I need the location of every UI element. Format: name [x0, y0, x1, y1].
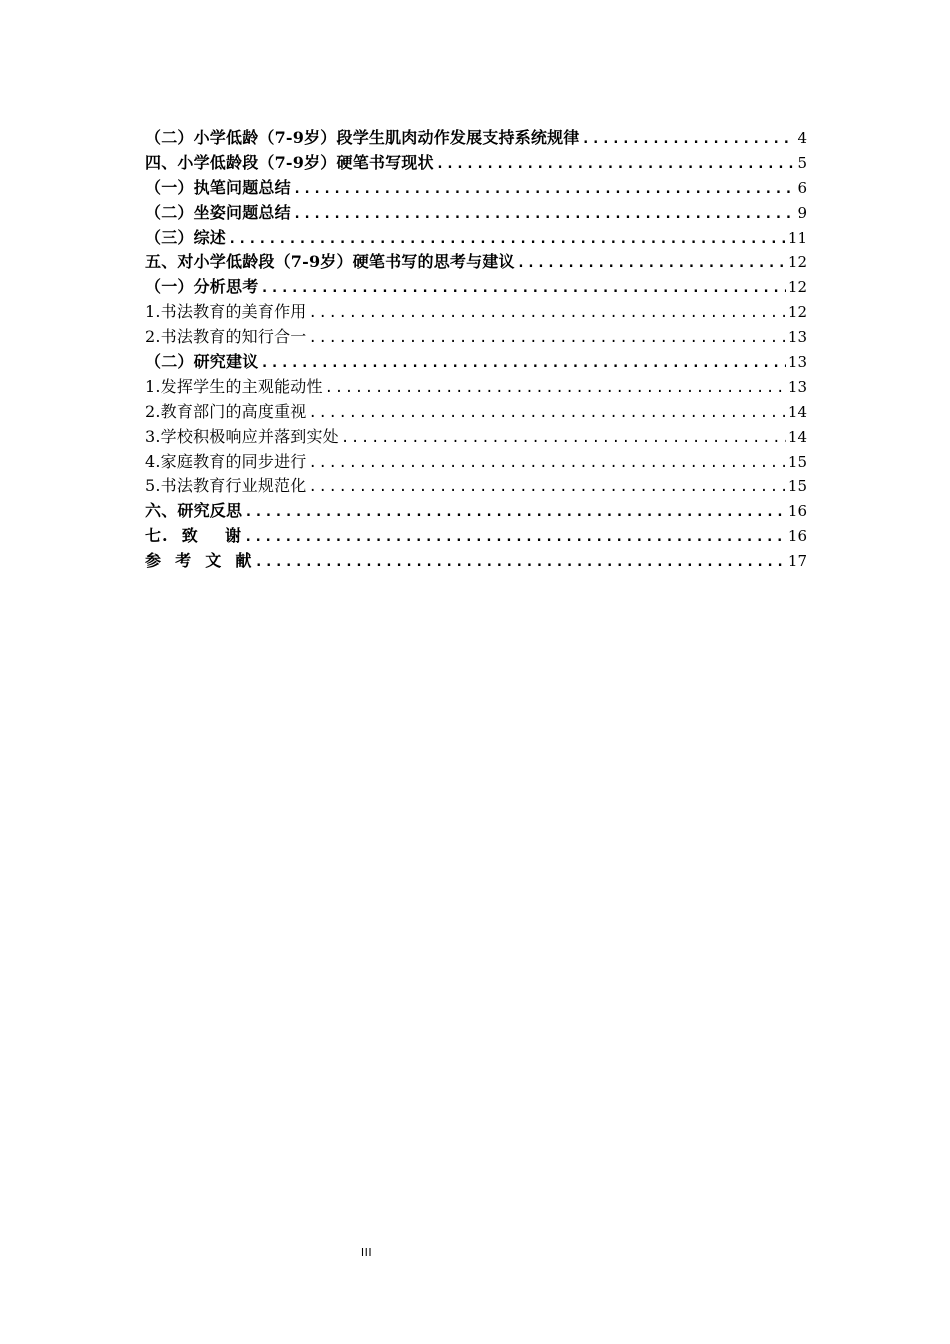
toc-entry-title: 2.教育部门的高度重视: [145, 401, 307, 421]
toc-entry[interactable]: [145, 350, 807, 375]
toc-entry[interactable]: [145, 450, 807, 475]
toc-leader-dots: [293, 177, 796, 201]
toc-entry[interactable]: [145, 499, 807, 524]
toc-leader-dots: [436, 152, 796, 176]
toc-entry[interactable]: [145, 375, 807, 400]
toc-leader-dots: [308, 451, 785, 475]
toc-entry[interactable]: [145, 226, 807, 251]
toc-entry-title: 五、对小学低龄段（7-9岁）硬笔书写的思考与建议: [145, 252, 515, 272]
toc-leader-dots: [228, 227, 786, 251]
toc-leader-dots: [244, 500, 786, 524]
toc-entry-title: 四、小学低龄段（7-9岁）硬笔书写现状: [145, 152, 434, 172]
toc-entry-title: 5.书法教育行业规范化: [145, 476, 307, 496]
toc-entry-page: 16: [787, 502, 807, 521]
toc-entry-page: 11: [787, 228, 807, 247]
toc-entry-title: （二）坐姿问题总结: [145, 202, 291, 222]
toc-entry[interactable]: [145, 275, 807, 300]
toc-entry[interactable]: [145, 126, 807, 151]
toc-entry-title: （三）综述: [145, 227, 227, 247]
toc-leader-dots: [260, 351, 786, 375]
toc-entry-title: （一）执笔问题总结: [145, 177, 291, 197]
toc-entry[interactable]: [145, 201, 807, 226]
toc-entry-page: 6: [797, 178, 807, 197]
toc-entry-title: （一）分析思考: [145, 277, 259, 297]
toc-entry-title: 4.家庭教育的同步进行: [145, 451, 307, 471]
toc-entry-title: 七. 致 谢: [145, 526, 242, 546]
toc-entry[interactable]: [145, 524, 807, 549]
toc-entry-page: 12: [787, 303, 807, 322]
toc-leader-dots: [260, 276, 786, 300]
toc-entry[interactable]: [145, 151, 807, 176]
toc-leader-dots: [582, 127, 796, 151]
toc-entry[interactable]: [145, 425, 807, 450]
toc-entry-title: 六、研究反思: [145, 501, 243, 521]
toc-entry-page: 16: [787, 527, 807, 546]
toc-entry-title: （二）小学低龄（7-9岁）段学生肌肉动作发展支持系统规律: [145, 128, 580, 147]
toc-leader-dots: [254, 550, 785, 574]
toc-entry-page: 5: [797, 153, 807, 172]
toc-entry-page: 12: [787, 278, 807, 297]
toc-entry-page: 9: [797, 203, 807, 222]
toc-leader-dots: [308, 401, 785, 425]
toc-entry-page: 13: [787, 328, 807, 347]
toc-leader-dots: [244, 525, 786, 549]
toc-leader-dots: [308, 301, 785, 325]
toc-entry[interactable]: [145, 400, 807, 425]
toc-entry-page: 13: [787, 377, 807, 396]
toc-entry[interactable]: [145, 474, 807, 499]
toc-entry[interactable]: [145, 176, 807, 201]
toc-entry-page: 13: [787, 353, 807, 372]
toc-entry[interactable]: [145, 549, 807, 574]
toc-entry[interactable]: [145, 300, 807, 325]
toc-entry-title: 参 考 文 献: [145, 551, 253, 571]
toc-leader-dots: [293, 202, 796, 226]
toc-leader-dots: [308, 475, 785, 499]
toc-entry-page: 12: [787, 253, 807, 272]
toc-leader-dots: [325, 376, 786, 400]
toc-entry-page: 15: [787, 452, 807, 471]
toc-leader-dots: [341, 426, 786, 450]
toc-entry[interactable]: [145, 325, 807, 350]
page-number: III: [360, 1246, 373, 1259]
toc-entry-page: 15: [787, 477, 807, 496]
toc-entry-title: （二）研究建议: [145, 352, 259, 372]
toc-entry-page: 17: [787, 552, 807, 571]
toc-entry-title: 2.书法教育的知行合一: [145, 327, 307, 347]
toc-entry-title: 3.学校积极响应并落到实处: [145, 426, 339, 446]
toc-entry-title: 1.书法教育的美育作用: [145, 302, 307, 322]
toc-leader-dots: [308, 326, 785, 350]
toc-entry[interactable]: [145, 250, 807, 275]
toc-entry-page: 4: [797, 129, 807, 147]
toc-leader-dots: [517, 251, 786, 275]
toc-entry-page: 14: [787, 402, 807, 421]
table-of-contents: [145, 126, 807, 574]
toc-entry-title: 1.发挥学生的主观能动性: [145, 376, 323, 396]
toc-entry-page: 14: [787, 427, 807, 446]
